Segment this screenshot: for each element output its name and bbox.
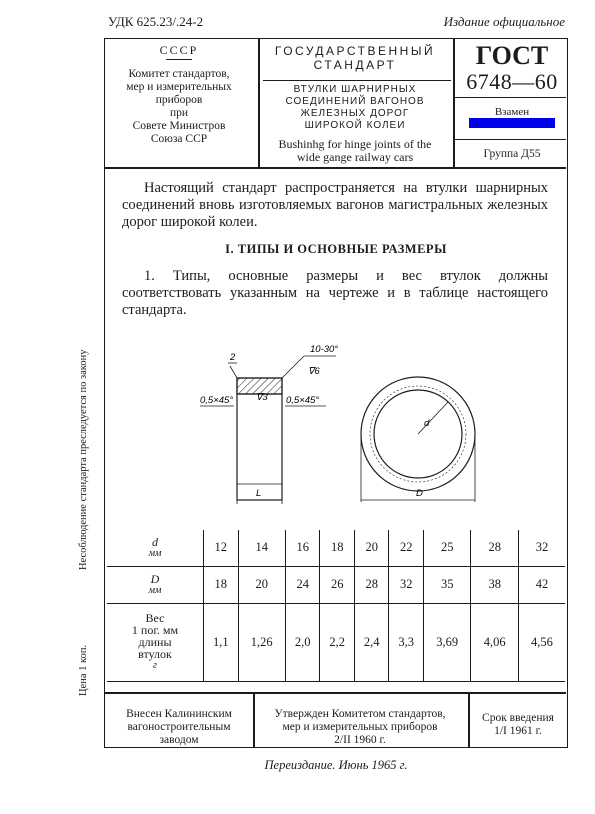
table-row: Вес 1 пог. мм длины втулок г 1,1 1,26 2,0 2,2 2,4 3,3 3,69 4,06 4,56: [107, 603, 565, 681]
sidebar-notice: Несоблюдение стандарта преследуется по закону: [78, 349, 89, 570]
roughness-inner-label: ∇3: [256, 392, 268, 403]
row-header-D: D мм: [107, 566, 204, 603]
reprint-note: Переиздание. Июнь 1965 г.: [264, 758, 408, 772]
paragraph-1: 1. Типы, основные размеры и вес втулок должны соответствовать указанным на чертеже и в таблице настоящего стандарта.: [122, 268, 548, 318]
row-header-weight: Вес 1 пог. мм длины втулок г: [107, 603, 204, 681]
bushing-drawing: [104, 330, 568, 530]
udk-code: УДК 625.23/.24-2: [108, 14, 204, 29]
gost-label: ГОСТ: [475, 41, 549, 70]
intro-paragraph: Настоящий стандарт распространяется на втулки шарнирных соединений вновь изготовляемых вагонов магистральных железных дорог широкой колеи.: [122, 180, 548, 230]
state-standard-line-1: ГОСУДАРСТВЕННЫЙ: [274, 44, 436, 58]
state-standard-line-2: СТАНДАРТ: [313, 58, 397, 72]
group-label: Группа Д55: [483, 148, 541, 160]
table-row: d мм 12 14 16 18 20 22 25 28 32: [107, 530, 565, 566]
sidebar-vertical-text: [74, 90, 104, 700]
footer-approved: Утвержден Комитетом стандартов, мер и измерительных приборов 2/II 1960 г.: [274, 708, 446, 746]
chamfer-left-label: 0,5×45°: [200, 395, 234, 406]
header-country: СССР: [159, 43, 199, 57]
footer-introduced: Внесен Калининским вагоностроительным заводом: [126, 708, 232, 746]
angle-label: 10-30°: [310, 344, 339, 355]
dimensions-table: [107, 530, 565, 682]
title-ru: ВТУЛКИ ШАРНИРНЫХ СОЕДИНЕНИЙ ВАГОНОВ ЖЕЛЕЗНЫХ ДОРОГ ШИРОКОЙ КОЛЕИ: [285, 84, 425, 131]
replaces-label: Взамен: [494, 106, 530, 118]
gost-number: 6748—60: [466, 69, 558, 94]
inner-diameter-label: d: [424, 418, 430, 429]
header-gost-block: [456, 42, 568, 118]
row-header-d: d мм: [107, 530, 204, 566]
title-en: Bushinhg for hinge joints of the wide gange railway cars: [278, 137, 432, 164]
footer-term: Срок введения 1/I 1961 г.: [482, 712, 554, 737]
replaces-highlight-bar: [469, 118, 555, 128]
dim-2-label: 2: [230, 352, 236, 363]
length-label: L: [256, 488, 262, 499]
outer-diameter-label: D: [416, 488, 423, 499]
roughness-label: ∇6: [308, 366, 320, 377]
table-row: D мм 18 20 24 26 28 32 35 38 42: [107, 566, 565, 603]
header-title-block: [262, 44, 448, 164]
chamfer-right-label: 0,5×45°: [286, 395, 320, 406]
edition-label: Издание официальное: [443, 14, 565, 29]
header-committee: СССР Комитет стандартов, мер и измерительных приборов при Совете Министров Союза ССР: [108, 44, 250, 146]
section-title: I. ТИПЫ И ОСНОВНЫЕ РАЗМЕРЫ: [225, 242, 447, 256]
sidebar-price: Цена 1 коп.: [78, 644, 89, 696]
